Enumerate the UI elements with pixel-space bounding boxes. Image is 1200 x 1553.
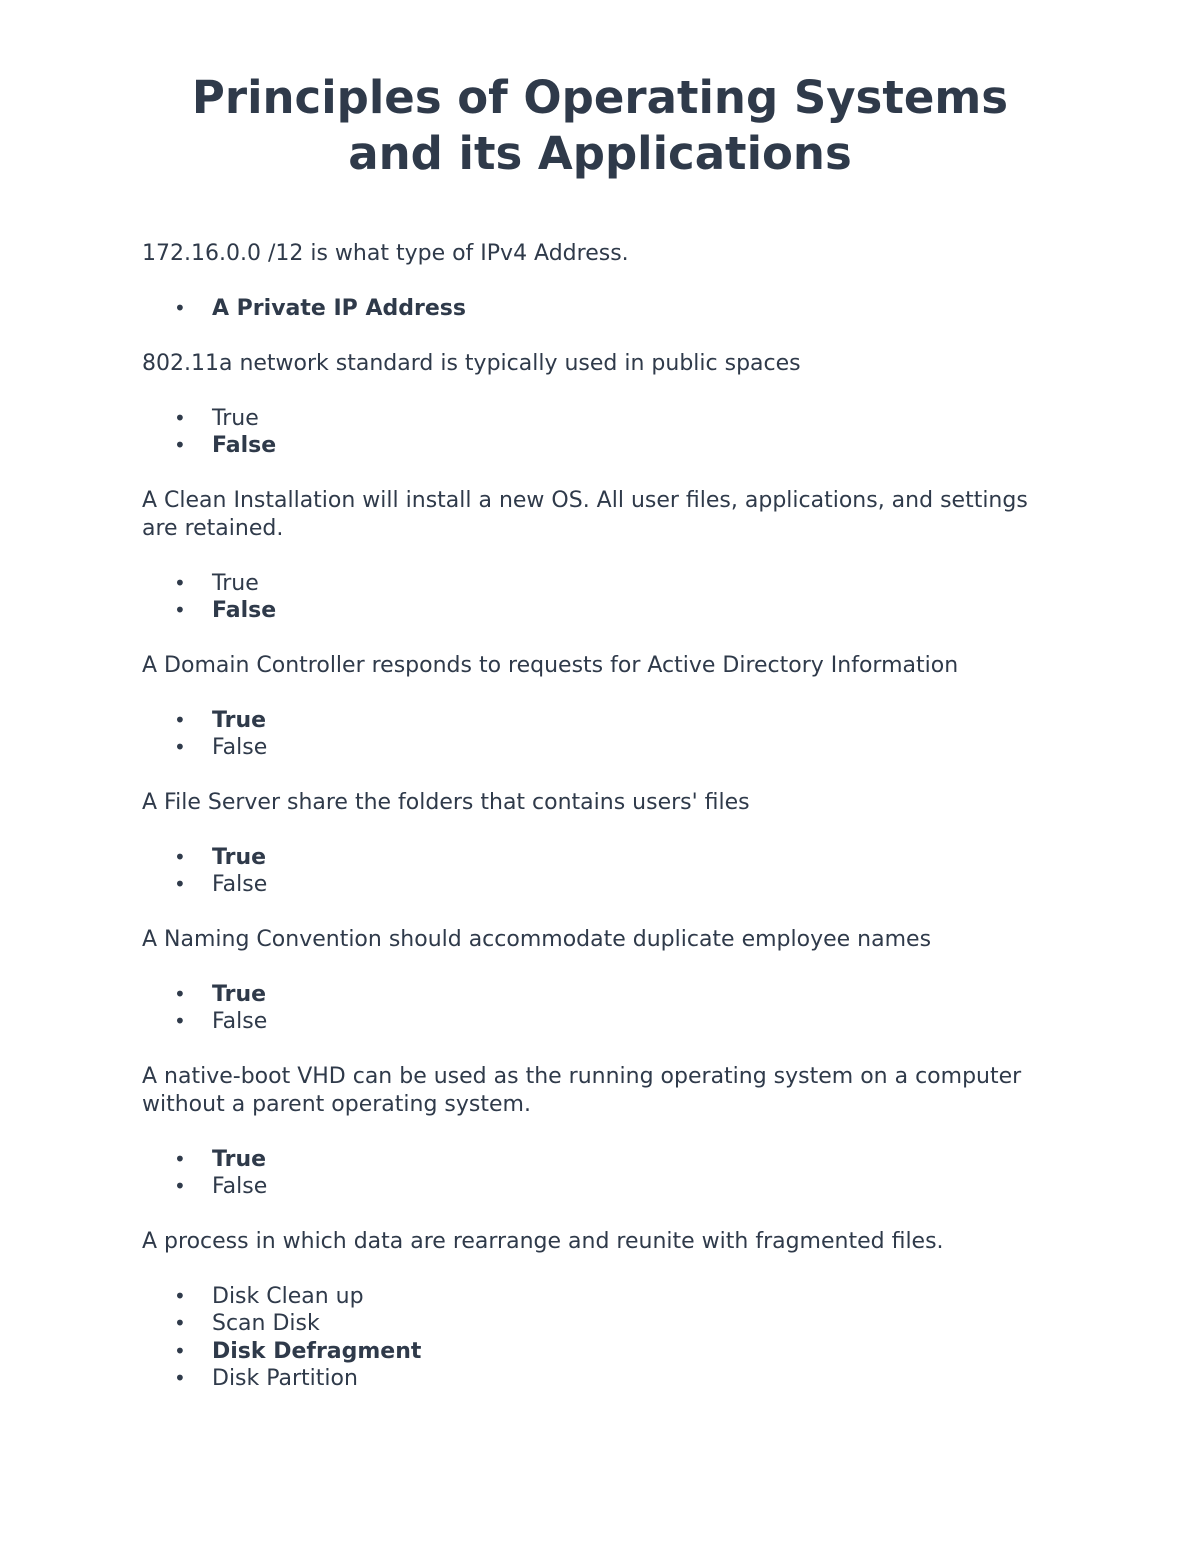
answer-option [142, 1008, 1062, 1036]
answer-option [142, 1173, 1062, 1201]
answer-option-label: True [212, 1146, 267, 1172]
question-text: A Domain Controller responds to requests for Active Directory Information [142, 652, 959, 678]
answer-option-label: Disk Defragment [212, 1338, 422, 1364]
answer-option [142, 871, 1062, 899]
bullet-icon: • [174, 1009, 186, 1033]
answer-option [142, 1283, 1062, 1311]
answer-option-correct [142, 1338, 1062, 1366]
answer-option-correct [142, 1146, 1062, 1174]
question-block [142, 1063, 1062, 1201]
answer-options [142, 1146, 1062, 1201]
question-text: A Naming Convention should accommodate duplicate employee names [142, 926, 932, 952]
answer-option-label: False [212, 433, 277, 458]
answer-options [142, 981, 1062, 1036]
bullet-icon: • [174, 405, 186, 430]
document-title [0, 70, 1200, 182]
answer-options [142, 405, 1062, 460]
bullet-icon: • [174, 735, 186, 759]
question-text: 802.11a network standard is typically used in public spaces [142, 350, 801, 376]
answer-options [142, 570, 1062, 625]
answer-option-label: True [212, 844, 267, 870]
answer-option [142, 1365, 1062, 1393]
answer-option [142, 734, 1062, 762]
answer-option-label: False [212, 1009, 268, 1034]
answer-option-label: False [212, 1174, 268, 1199]
bullet-icon: • [174, 598, 186, 622]
bullet-icon: • [174, 296, 186, 320]
question-block [142, 487, 1062, 625]
answer-option-label: True [212, 405, 259, 431]
answer-option-correct [142, 844, 1062, 872]
question-text: 172.16.0.0 /12 is what type of IPv4 Address. [142, 241, 629, 266]
answer-option-label: True [212, 981, 267, 1007]
answer-option [142, 570, 1062, 598]
answer-option-correct [142, 432, 1062, 460]
answer-option-label: False [212, 872, 268, 897]
title-line-1: Principles of Operating Systems [191, 71, 1009, 124]
question-text: A process in which data are rearrange and reunite with fragmented files. [142, 1228, 944, 1254]
answer-option-correct [142, 597, 1062, 625]
bullet-icon: • [174, 1366, 186, 1390]
answer-option-label: Scan Disk [212, 1311, 320, 1336]
answer-option-label: A Private IP Address [212, 296, 466, 321]
question-block [142, 350, 1062, 460]
bullet-icon: • [174, 1311, 186, 1335]
answer-option [142, 1310, 1062, 1338]
bullet-icon: • [174, 1174, 186, 1198]
answer-option-correct [142, 707, 1062, 735]
question-block [142, 926, 1062, 1036]
answer-option-label: Disk Partition [212, 1366, 358, 1391]
answer-option [142, 405, 1062, 433]
answer-option-correct [142, 981, 1062, 1009]
answer-options [142, 295, 1062, 323]
question-block [142, 789, 1062, 899]
bullet-icon: • [174, 570, 186, 595]
question-text: A native-boot VHD can be used as the running operating system on a computer without a parent operating system. [142, 1063, 1022, 1117]
question-text: A File Server share the folders that contains users' files [142, 789, 750, 815]
bullet-icon: • [174, 707, 186, 732]
answer-option-label: True [212, 570, 259, 596]
bullet-icon: • [174, 1283, 186, 1308]
question-block [142, 1228, 1062, 1393]
answer-option-label: False [212, 598, 277, 623]
questions-list [142, 240, 1062, 1420]
bullet-icon: • [174, 1146, 186, 1171]
answer-options [142, 844, 1062, 899]
question-text: A Clean Installation will install a new OS. All user files, applications, and settings are retained. [142, 487, 1028, 541]
answer-option-correct [142, 295, 1062, 323]
answer-options [142, 1283, 1062, 1393]
bullet-icon: • [174, 1338, 186, 1363]
question-block [142, 240, 1062, 323]
question-block [142, 652, 1062, 762]
bullet-icon: • [174, 433, 186, 457]
bullet-icon: • [174, 872, 186, 896]
title-line-2: and its Applications [348, 127, 852, 180]
answer-option-label: False [212, 735, 268, 760]
answer-option-label: Disk Clean up [212, 1283, 364, 1309]
answer-option-label: True [212, 707, 267, 733]
bullet-icon: • [174, 981, 186, 1006]
bullet-icon: • [174, 844, 186, 869]
answer-options [142, 707, 1062, 762]
